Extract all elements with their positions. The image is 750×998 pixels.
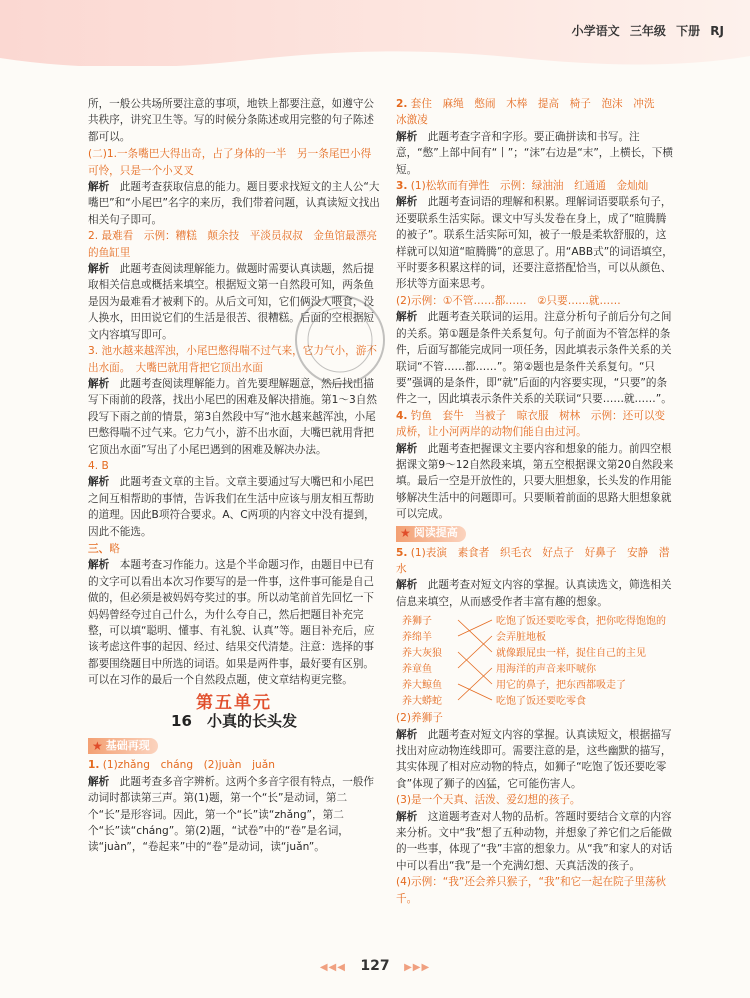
- answer-q3: [88, 541, 380, 557]
- match-right-item: 吃饱了饭还要吃零食，把你吃得饱饱的: [496, 616, 666, 628]
- match-right-item: 就像跟屁虫一样，捉住自己的主见: [496, 648, 646, 660]
- explanation-label: 解析: [88, 559, 110, 572]
- answer-text: 最难看 示例：糟糕 颠余技 平淡员叔叔 金鱼馆最漂亮的鱼缸里: [88, 230, 377, 259]
- explanation-label: 解析: [396, 442, 418, 455]
- answer-q2-2: [88, 228, 380, 261]
- explanation-q5-2: [396, 727, 674, 793]
- section-tag-reading: [396, 526, 466, 542]
- explanation-label: 解析: [396, 728, 418, 741]
- match-right-item: 用海洋的声音来吓唬你: [496, 664, 596, 676]
- page-number: 127: [360, 958, 390, 974]
- lesson-title: [88, 713, 380, 729]
- answer-text: 套住 麻绳 憋闹 木棒 提高 椅子 泡沫 冲洗 冰激凌: [396, 98, 666, 127]
- section-tag-label: 基础再现: [105, 739, 150, 753]
- answer-q2-1: [88, 146, 380, 179]
- explanation-text: 此题考查关联词的运用。注意分析句子前后分句之间的关系。第①题是条件关系复句。句子前面为不管怎样的条件，后面写都能完成同一项任务，因此填表示条件关系的关联词“不管……都……”。第②题也是条件关系复句。“只要”强调的是条件，即“就”后面的内容要实现，“只要”的条件之一，因此填表示条件关系的关联词“只要……就……”。: [396, 311, 672, 406]
- answer-text: 池水越来越浑浊，小尾巴憋得喘不过气来，它力气小，游不出水面。 大嘴巴就用背把它顶出水面: [88, 345, 377, 374]
- q-num: 三、: [88, 542, 110, 555]
- explanation-text: 此题考查把握课文主要内容和想象的能力。前四空根据课文第9～12自然段来填，第五空根据课文第20自然段来填。最后一空是开放性的，只要大胆想象，长头发的作用能够解决生活中的问题即可。只要顺着前面的思路大胆想象就可以完成。: [396, 442, 674, 521]
- section-tag-label: 阅读提高: [413, 526, 458, 540]
- q-num: 3.: [88, 345, 99, 358]
- right-column: [396, 96, 674, 907]
- explanation-q2-4: [88, 474, 380, 540]
- header-wave-decoration: [0, 44, 750, 74]
- left-column: [88, 96, 380, 856]
- q-num: 5.: [396, 546, 408, 559]
- explanation-label: 解析: [396, 579, 418, 592]
- explanation-q1: [88, 774, 380, 856]
- section-tag-basic: [88, 738, 158, 754]
- explanation-q4: [396, 441, 674, 523]
- header-grade: 三年级: [629, 24, 666, 38]
- continuation-paragraph: 所，一般公共场所要注意的事项，地铁上都要注意，如遵守公共秩序，讲究卫生等。写的时候分条陈述或用完整的句子陈述都可以。: [88, 98, 375, 143]
- explanation-text: 此题考查多音字辨析。这两个多音字很有特点，一般作动词时都读第三声。第(1)题，第一个“长”是动词，第二个“长”是形容词。因此，第一个“长”读“zhǎng”，第二个“长”读“cháng”。第(2)题，“试卷”中的“卷”是名词，读“juàn”，“卷起来”中的“卷”是动词，读“juǎn”。: [88, 775, 375, 854]
- explanation-q3-2: [396, 309, 674, 407]
- page-header: [0, 0, 750, 66]
- explanation-text: 此题考查对短文内容的掌握。认真读短文，根据描写找出对应动物连线即可。需要注意的是，这些幽默的描写，其实体现了相对应动物的特点，如狮子“吃饱了饭还要吃零食”体现了狮子的凶猛，它可能伤害人。: [396, 728, 672, 790]
- answer-text: (1)zhǎng cháng (2)juàn juǎn: [102, 759, 275, 772]
- match-right-item: 吃饱了饭还要吃零食: [496, 696, 586, 708]
- answer-text: (1)表演 素食者 织毛衣 好点子 好鼻子 安静 潜水: [396, 546, 670, 575]
- q-num: 4.: [396, 409, 408, 422]
- header-volume: 下册: [676, 24, 701, 38]
- answer-q5-2-header: [396, 710, 674, 726]
- match-right-item: 会弄脏地板: [496, 632, 546, 644]
- matching-diagram: [396, 612, 674, 708]
- answer-q3-2: [396, 293, 674, 309]
- unit-title: 第五单元: [196, 692, 272, 713]
- answer-text: 一条嘴巴大得出奇，占了身体的一半 另一条尾巴小得可怜，只是一个小叉叉: [88, 148, 372, 177]
- header-edition: RJ: [710, 24, 724, 38]
- answer-q4: [396, 408, 674, 441]
- match-left-item: 养狮子: [402, 616, 432, 628]
- page-footer: [0, 958, 750, 974]
- explanation-label: 解析: [88, 775, 110, 788]
- explanation-text: 这道题考查对人物的品析。答题时要结合文章的内容来分析。文中“我”想了五种动物，并想象了养它们之后能做的一些事，体现了“我”丰富的想象力。从“我”和家人的对话中可以看出“我”是一个充满幻想、天真活泼的孩子。: [396, 810, 673, 872]
- answer-q5-3: [396, 792, 674, 808]
- explanation-label: 解析: [396, 810, 418, 823]
- match-right-item: 用它的鼻子，把东西都吸走了: [496, 680, 626, 692]
- explanation-text: 此题考查获取信息的能力。题目要求找短文的主人公“大嘴巴”和“小尾巴”名字的来历，我们带着问题，认真读短文找出相关句子即可。: [88, 181, 380, 226]
- match-left-item: 养大灰狼: [402, 648, 442, 660]
- explanation-label: 解析: [88, 476, 110, 489]
- answer-q3-1: [396, 178, 674, 194]
- match-left-item: 养章鱼: [402, 664, 432, 676]
- answer-text: (2)养狮子: [396, 712, 443, 725]
- explanation-q2-3: [88, 376, 380, 458]
- explanation-q5-3: [396, 809, 674, 875]
- answer-q2: [396, 96, 674, 129]
- answer-q1: [88, 757, 380, 773]
- explanation-label: 解析: [88, 263, 110, 276]
- star-icon: ★: [400, 526, 411, 541]
- explanation-label: 解析: [88, 377, 110, 390]
- explanation-text: 此题考查阅读理解能力。首先要理解题意，然后找出描写下雨前的段落，找出小尾巴的困难及解决措施。第1～3自然段写下雨之前的情景，第3自然段中写“池水越来越浑浊，小尾巴憋得喘不过气来。它力气小，游不出水面，大嘴巴就用背把它顶出水面”写出了小尾巴遇到的困难及解决办法。: [88, 377, 377, 456]
- answer-text: (3)是一个天真、活泼、爱幻想的孩子。: [396, 794, 581, 807]
- answer-text: (4)示例：“我”还会养只猴子，“我”和它一起在院子里荡秋千。: [396, 876, 667, 905]
- answer-text: (1)松软而有弹性 示例：绿油油 红通通 金灿灿: [410, 180, 649, 193]
- answer-q5-1: [396, 545, 674, 578]
- watermark-stamp: [292, 292, 388, 388]
- explanation-text: 此题考查词语的理解和积累。理解词语要联系句子，还要联系生活实际。课文中写头发卷在身上，成了“暄腾腾的被子”。联系生活实际可知，被子一般是柔软舒服的，这样就可以知道“暄腾腾”的意思了。用“ABB式”的词语填空，平时要多积累这样的词，还要注意搭配恰当，可以从颜色、形状等方面来思考。: [396, 196, 673, 291]
- q-num: 2.: [396, 98, 408, 110]
- lesson-number: 16: [171, 712, 192, 731]
- q-num: 1.: [88, 759, 100, 772]
- explanation-q2-1: [88, 179, 380, 228]
- explanation-text: 此题考查阅读理解能力。做题时需要认真读题，然后提取相关信息或概括来填空。根据短文第一自然段可知，两条鱼是因为最难看才被剩下的。从后文可知，它们俩没人喂食，没人换水，田田说它们的生活是很苦、很糟糕。后面的空根据短文内容填写即可。: [88, 263, 375, 341]
- answer-text: B: [101, 459, 109, 472]
- header-text: [572, 22, 724, 39]
- explanation-text: 此题考查字音和字形。要正确拼读和书写。注意，“憋”上部中间有“丨”；“沫”右边是“末”，上横长，下横短。: [396, 130, 673, 176]
- q-num: (二)1.: [88, 148, 117, 161]
- match-left-item: 养大鲸鱼: [402, 680, 442, 692]
- arrows-left-icon: ◀◀◀: [319, 962, 346, 973]
- answer-q5-4: [396, 874, 674, 907]
- answer-text: (2)示例：①不管……都…… ②只要……就……: [396, 294, 621, 307]
- lesson-name: 小真的长头发: [206, 712, 297, 731]
- explanation-q3-1: [396, 194, 674, 292]
- explanation-label: 解析: [396, 130, 418, 143]
- explanation-q5-1: [396, 577, 674, 610]
- explanation-text: 此题考查对短文内容的掌握。认真读选文，筛选相关信息来填空，从而感受作者丰富有趣的想象。: [396, 579, 672, 608]
- explanation-label: 解析: [396, 311, 418, 324]
- q-num: 2.: [88, 230, 99, 243]
- arrows-right-icon: ▶▶▶: [404, 962, 431, 973]
- match-left-item: 养绵羊: [402, 632, 432, 644]
- explanation-label: 解析: [88, 181, 110, 194]
- explanation-q3: [88, 557, 380, 688]
- answer-text: 钓鱼 套牛 当被子 晾衣服 树林 示例：还可以变成桥，让小河两岸的动物们能自由过河。: [396, 409, 666, 439]
- answer-q2-4: [88, 458, 380, 474]
- explanation-q2: [396, 129, 674, 178]
- match-left-item: 养大蟒蛇: [402, 696, 442, 708]
- explanation-label: 解析: [396, 196, 418, 209]
- q-num: 4.: [88, 459, 99, 472]
- explanation-text: 本题考查习作能力。这是个半命题习作，由题目中已有的文字可以看出本次习作要写的是一件事，这件事可能是自己做的，但必须是被妈妈夸奖过的事。所以动笔前首先回忆一下妈妈曾经夸过自己什么，为什么夸自己，然后把题目补充完整，可以填“聪明、懂事、有礼貌、认真”等。题目补充后，应该考虑这件事的起因、经过、结果交代清楚。注意：选择的事都要围绕题目中所选的词语。如果是两件事，最好要有区别。可以在习作的最后一个自然段点题，使文章结构更完整。: [88, 559, 375, 687]
- explanation-text: 此题考查文章的主旨。文章主要通过写大嘴巴和小尾巴之间互相帮助的事情，告诉我们在生活中应该与朋友相互帮助的道理。因此B项符合要求。A、C两项的内容文中没有提到，因此不能选。: [88, 476, 375, 538]
- star-icon: ★: [92, 739, 103, 754]
- header-subject: 小学语文: [571, 24, 620, 38]
- answer-text: 略: [109, 542, 120, 555]
- q-num: 3.: [396, 180, 408, 193]
